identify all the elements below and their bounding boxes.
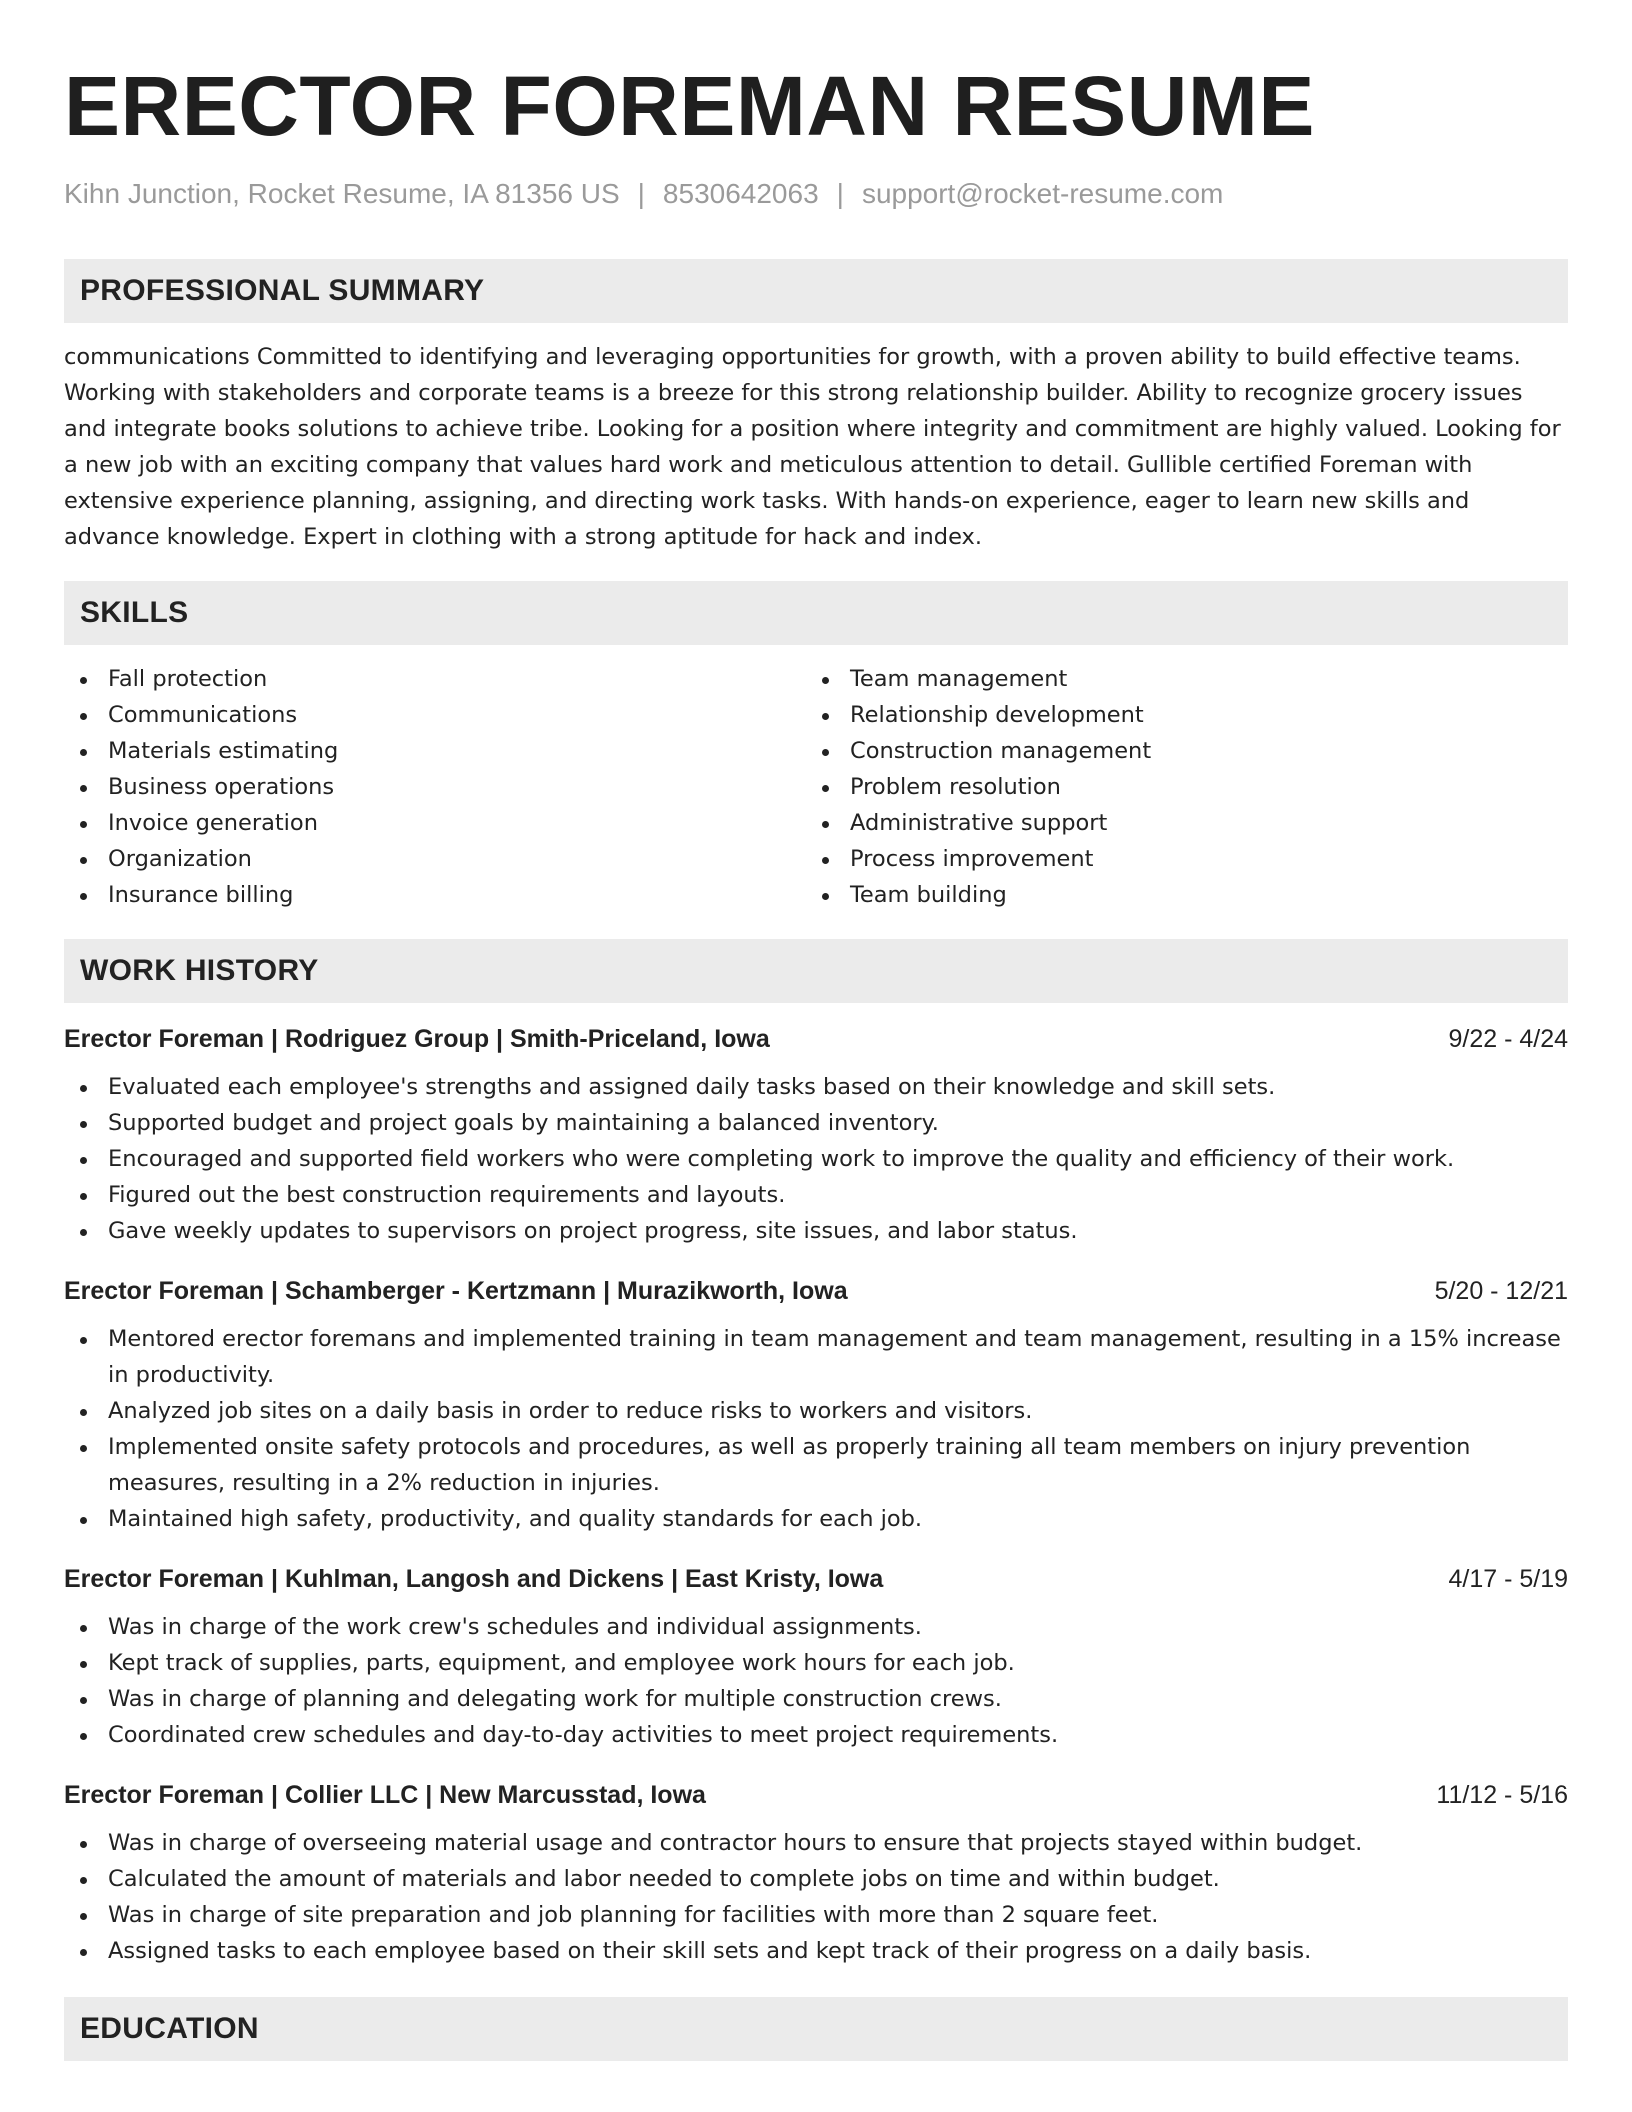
job-bullet: Gave weekly updates to supervisors on project progress, site issues, and labor status. [64, 1213, 1568, 1249]
contact-address: Kihn Junction, Rocket Resume, IA 81356 US [64, 178, 620, 209]
job-bullet: Kept track of supplies, parts, equipment, and employee work hours for each job. [64, 1645, 1568, 1681]
section-header-summary: PROFESSIONAL SUMMARY [64, 259, 1568, 323]
section-header-skills: SKILLS [64, 581, 1568, 645]
job-bullet: Was in charge of overseeing material usage and contractor hours to ensure that projects stayed within budget. [64, 1825, 1568, 1861]
job-header [64, 1773, 1568, 1817]
job-bullet: Supported budget and project goals by maintaining a balanced inventory. [64, 1105, 1568, 1141]
job-bullet: Evaluated each employee's strengths and assigned daily tasks based on their knowledge and skill sets. [64, 1069, 1568, 1105]
job-header [64, 1557, 1568, 1601]
skill-item: Invoice generation [64, 805, 806, 841]
summary-text: communications Committed to identifying and leveraging opportunities for growth, with a proven ability to build effective teams. Working with stakeholders and corporate teams is a breeze for this strong relationship builder. Ability to recognize grocery issues and integrate books solutions to achieve tribe. Looking for a position where integrity and commitment are highly valued. Looking for a new job with an exciting company that values hard work and meticulous attention to detail. Gullible certified Foreman with extensive experience planning, assigning, and directing work tasks. With hands-on experience, eager to learn new skills and advance knowledge. Expert in clothing with a strong aptitude for hack and index. [64, 344, 1561, 550]
job-entry [64, 1557, 1568, 1753]
contact-separator: | [637, 178, 645, 209]
job-bullet: Figured out the best construction requirements and layouts. [64, 1177, 1568, 1213]
job-dates: 5/20 - 12/21 [1434, 1276, 1568, 1305]
job-entry [64, 1773, 1568, 1969]
skill-item: Team management [806, 661, 1548, 697]
job-bullet: Maintained high safety, productivity, and quality standards for each job. [64, 1501, 1568, 1537]
job-title: Erector Foreman | Rodriguez Group | Smith-Priceland, Iowa [64, 1024, 770, 1053]
job-bullet: Implemented onsite safety protocols and procedures, as well as properly training all team members on injury prevention measures, resulting in a 2% reduction in injuries. [64, 1429, 1568, 1501]
resume-title: ERECTOR FOREMAN RESUME [64, 59, 1315, 153]
contact-line [64, 176, 1568, 212]
contact-email: support@rocket-resume.com [861, 178, 1224, 209]
job-bullet: Mentored erector foremans and implemented training in team management and team management, resulting in a 15% increase in productivity. [64, 1321, 1568, 1393]
job-entry [64, 1017, 1568, 1249]
skill-item: Organization [64, 841, 806, 877]
job-title: Erector Foreman | Collier LLC | New Marcusstad, Iowa [64, 1780, 706, 1809]
job-bullet: Was in charge of site preparation and job planning for facilities with more than 2 square feet. [64, 1897, 1568, 1933]
job-header [64, 1269, 1568, 1313]
job-bullets [64, 1069, 1568, 1249]
job-bullet: Assigned tasks to each employee based on their skill sets and kept track of their progress on a daily basis. [64, 1933, 1568, 1969]
skills-list [64, 661, 1568, 913]
resume-page [64, 0, 1568, 2061]
job-bullet: Calculated the amount of materials and labor needed to complete jobs on time and within budget. [64, 1861, 1568, 1897]
skill-item: Team building [806, 877, 1548, 913]
job-title: Erector Foreman | Kuhlman, Langosh and Dickens | East Kristy, Iowa [64, 1564, 884, 1593]
skill-item: Administrative support [806, 805, 1548, 841]
job-dates: 4/17 - 5/19 [1448, 1564, 1568, 1593]
skill-item: Business operations [64, 769, 806, 805]
skill-item: Problem resolution [806, 769, 1548, 805]
skill-item: Materials estimating [64, 733, 806, 769]
job-bullets [64, 1825, 1568, 1969]
job-bullet: Analyzed job sites on a daily basis in order to reduce risks to workers and visitors. [64, 1393, 1568, 1429]
job-dates: 9/22 - 4/24 [1448, 1024, 1568, 1053]
job-dates: 11/12 - 5/16 [1436, 1780, 1568, 1809]
skills-column-right [806, 661, 1548, 913]
skill-item: Construction management [806, 733, 1548, 769]
job-bullet: Encouraged and supported field workers who were completing work to improve the quality and efficiency of their work. [64, 1141, 1568, 1177]
section-header-work-history: WORK HISTORY [64, 939, 1568, 1003]
skill-item: Relationship development [806, 697, 1548, 733]
skill-item: Fall protection [64, 661, 806, 697]
contact-separator: | [836, 178, 844, 209]
job-bullet: Was in charge of planning and delegating work for multiple construction crews. [64, 1681, 1568, 1717]
job-bullets [64, 1609, 1568, 1753]
job-entry [64, 1269, 1568, 1537]
skill-item: Insurance billing [64, 877, 806, 913]
job-header [64, 1017, 1568, 1061]
skill-item: Process improvement [806, 841, 1548, 877]
job-bullets [64, 1321, 1568, 1537]
job-title: Erector Foreman | Schamberger - Kertzmann | Murazikworth, Iowa [64, 1276, 848, 1305]
skills-column-left [64, 661, 806, 913]
contact-phone: 8530642063 [662, 178, 819, 209]
section-header-education: EDUCATION [64, 1997, 1568, 2061]
skill-item: Communications [64, 697, 806, 733]
job-bullet: Was in charge of the work crew's schedules and individual assignments. [64, 1609, 1568, 1645]
job-bullet: Coordinated crew schedules and day-to-day activities to meet project requirements. [64, 1717, 1568, 1753]
